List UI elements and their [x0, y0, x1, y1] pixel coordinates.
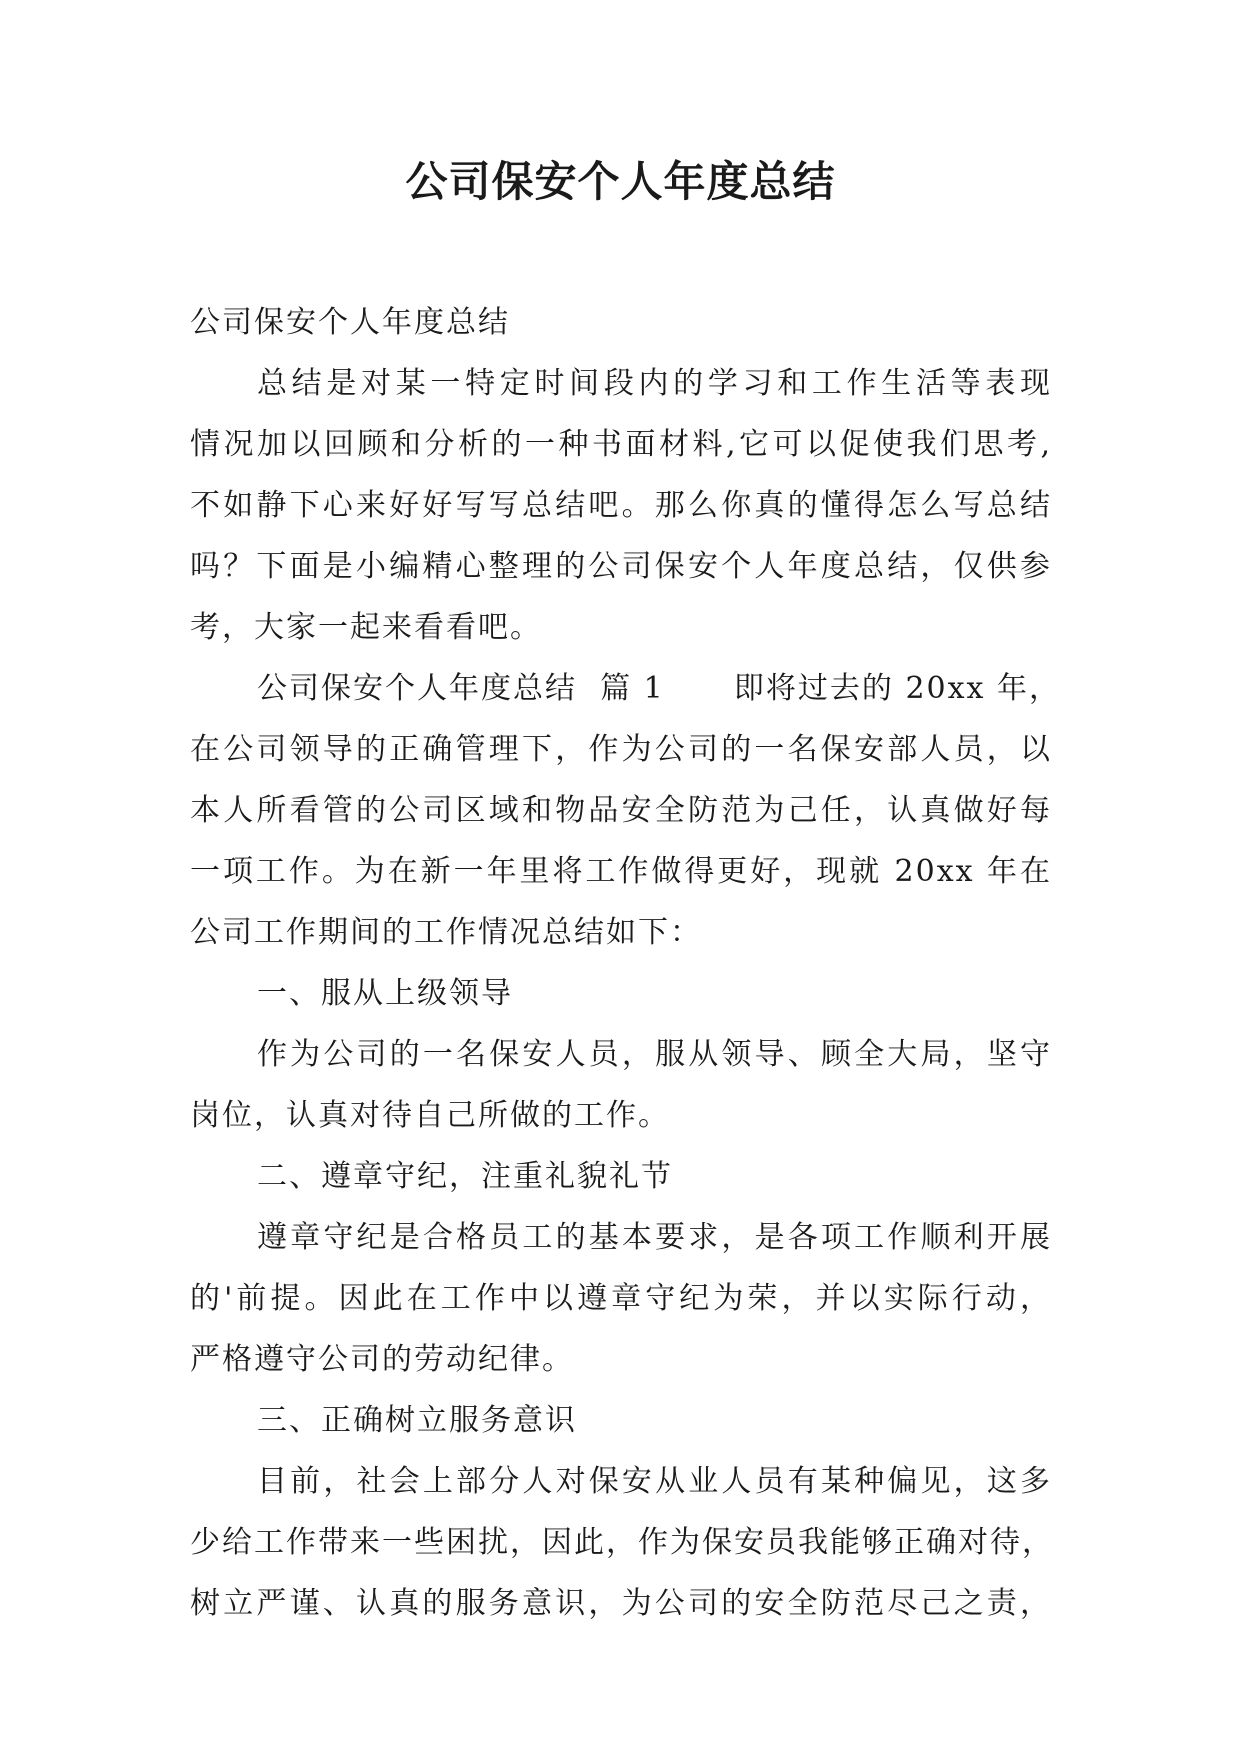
obey-paragraph-line: 作为公司的一名保安人员，服从领导、顾全大局，坚守: [257, 1037, 1052, 1072]
subtitle-line: 公司保安个人年度总结: [190, 305, 510, 340]
heading-discipline: 二、遵章守纪，注重礼貌礼节: [257, 1159, 673, 1194]
heading-obey-leadership: 一、服从上级领导: [257, 976, 513, 1011]
discipline-paragraph-line: 严格遵守公司的劳动纪律。: [190, 1342, 574, 1377]
intro-paragraph-line: 吗？下面是小编精心整理的公司保安个人年度总结，仅供参: [190, 549, 1052, 584]
document-body: [190, 292, 1061, 1634]
service-paragraph-line: 树立严谨、认真的服务意识，为公司的安全防范尽己之责，: [190, 1586, 1052, 1621]
section-1-paragraph-line: 本人所看管的公司区域和物品安全防范为己任，认真做好每: [190, 793, 1052, 828]
intro-paragraph-line: 不如静下心来好好写写总结吧。那么你真的懂得怎么写总结: [190, 488, 1052, 523]
section-1-paragraph-line: 公司保安个人年度总结 篇 1 即将过去的 20xx 年，: [257, 671, 1061, 706]
intro-paragraph-line: 情况加以回顾和分析的一种书面材料,它可以促使我们思考,: [190, 427, 1052, 462]
document-title: 公司保安个人年度总结: [405, 157, 836, 206]
heading-service-awareness: 三、正确树立服务意识: [257, 1403, 577, 1438]
intro-paragraph-line: 总结是对某一特定时间段内的学习和工作生活等表现: [257, 366, 1052, 401]
section-1-paragraph-line: 在公司领导的正确管理下，作为公司的一名保安部人员，以: [190, 732, 1052, 767]
obey-paragraph-line: 岗位，认真对待自己所做的工作。: [190, 1098, 670, 1133]
discipline-paragraph-line: 的'前提。因此在工作中以遵章守纪为荣，并以实际行动，: [190, 1281, 1052, 1316]
service-paragraph-line: 目前，社会上部分人对保安从业人员有某种偏见，这多: [257, 1464, 1052, 1499]
intro-paragraph-line: 考，大家一起来看看吧。: [190, 610, 542, 645]
discipline-paragraph-line: 遵章守纪是合格员工的基本要求，是各项工作顺利开展: [257, 1220, 1052, 1255]
section-1-paragraph-line: 一项工作。为在新一年里将工作做得更好，现就 20xx 年在: [190, 854, 1052, 889]
section-1-paragraph-line: 公司工作期间的工作情况总结如下：: [190, 915, 702, 950]
service-paragraph-line: 少给工作带来一些困扰，因此，作为保安员我能够正确对待，: [190, 1525, 1054, 1560]
